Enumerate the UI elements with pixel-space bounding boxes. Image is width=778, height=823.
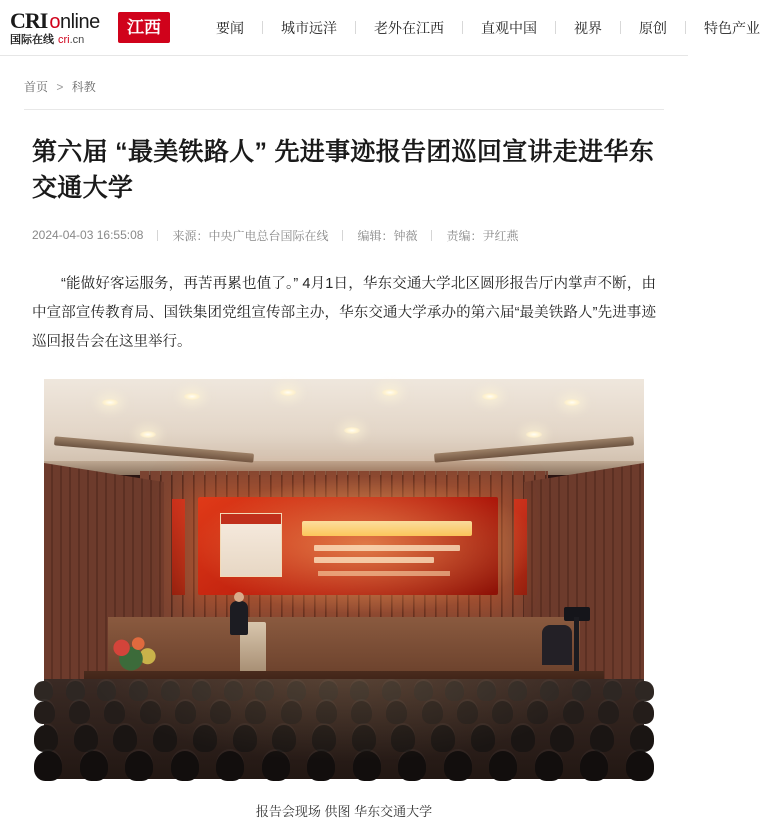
article-editor: 编辑：钟薇	[357, 228, 418, 243]
figure-caption: 报告会现场 供图 华东交通大学	[255, 803, 433, 819]
ceiling-light-icon	[184, 393, 200, 400]
cri-logo-top	[10, 7, 110, 33]
audience-light-overlay	[44, 679, 644, 779]
screen-poster	[220, 513, 282, 577]
camera-tripod	[574, 617, 579, 679]
article-chief-editor: 责编：尹红燕	[446, 228, 519, 243]
publish-datetime: 2024-04-03 16:55:08	[32, 228, 144, 242]
ceiling-light-icon	[140, 431, 156, 438]
ceiling-light-icon	[482, 393, 498, 400]
site-header	[0, 0, 760, 56]
article-body	[32, 270, 656, 357]
meta-divider	[342, 230, 343, 241]
nav-item-5[interactable]: 原创	[639, 19, 667, 36]
screen-subtitle-line-2	[314, 557, 434, 563]
nav-item-6[interactable]: 特色产业	[704, 19, 760, 36]
region-badge-jiangxi[interactable]: 江西	[118, 12, 170, 43]
stage-flowers	[106, 631, 158, 673]
nav-item-1[interactable]: 城市远洋	[281, 19, 337, 36]
page-title: 第六届 “最美铁路人” 先进事迹报告团巡回宣讲走进华东交通大学	[32, 138, 654, 203]
nav-item-3[interactable]: 直观中国	[481, 19, 537, 36]
breadcrumb-separator: >	[56, 80, 64, 94]
screen-poster-banner	[221, 514, 281, 524]
ceiling-light-icon	[344, 427, 360, 434]
cri-logo-mark: CRI	[10, 7, 48, 33]
nav-item-0[interactable]: 要闻	[216, 19, 244, 36]
nav-item-4[interactable]: 视界	[574, 19, 602, 36]
ceiling-light-icon	[564, 399, 580, 406]
photo-stage	[108, 617, 580, 677]
site-logo[interactable]	[10, 7, 170, 46]
breadcrumb-home[interactable]: 首页	[24, 80, 49, 94]
screen-footer-text	[318, 571, 450, 576]
breadcrumb	[24, 56, 664, 109]
screen-poster-figure	[233, 534, 271, 562]
screen-title-text	[302, 521, 472, 536]
page-container	[0, 56, 688, 820]
nav-item-2[interactable]: 老外在江西	[374, 19, 444, 36]
cri-logo-online: online	[49, 10, 100, 33]
ceiling-light-icon	[102, 399, 118, 406]
stage-led-screen	[198, 497, 498, 595]
meta-divider	[431, 230, 432, 241]
cri-logo-cn-name: 国际在线	[10, 33, 54, 46]
cri-logo-cn-url: cri.cn	[58, 33, 85, 46]
photo-ceiling	[44, 379, 644, 475]
article-paragraph-0: “能做好客运服务，再苦再累也值了。” 4月1日，华东交通大学北区圆形报告厅内掌声不断，由中宣部宣传教育局、国铁集团党组宣传部主办，华东交通大学承办的第六届“最美铁路人”先进事迹巡回报告会在这里举行。	[32, 275, 656, 350]
cri-logo[interactable]	[10, 7, 110, 46]
screen-subtitle-line-1	[314, 545, 460, 551]
ceiling-light-icon	[382, 389, 398, 396]
article-figure	[32, 379, 656, 820]
main-nav	[198, 18, 778, 38]
breadcrumb-current[interactable]: 科教	[71, 80, 96, 94]
ceiling-light-icon	[526, 431, 542, 438]
camera-operator	[542, 625, 572, 665]
article-photo	[44, 379, 644, 779]
stage-speaker	[230, 601, 248, 635]
article	[24, 134, 664, 820]
meta-divider	[157, 230, 158, 241]
header-divider	[24, 109, 664, 110]
ceiling-light-icon	[280, 389, 296, 396]
article-meta	[32, 227, 656, 244]
cri-logo-bottom	[10, 35, 110, 46]
article-source: 来源：中央广电总台国际在线	[172, 228, 329, 243]
